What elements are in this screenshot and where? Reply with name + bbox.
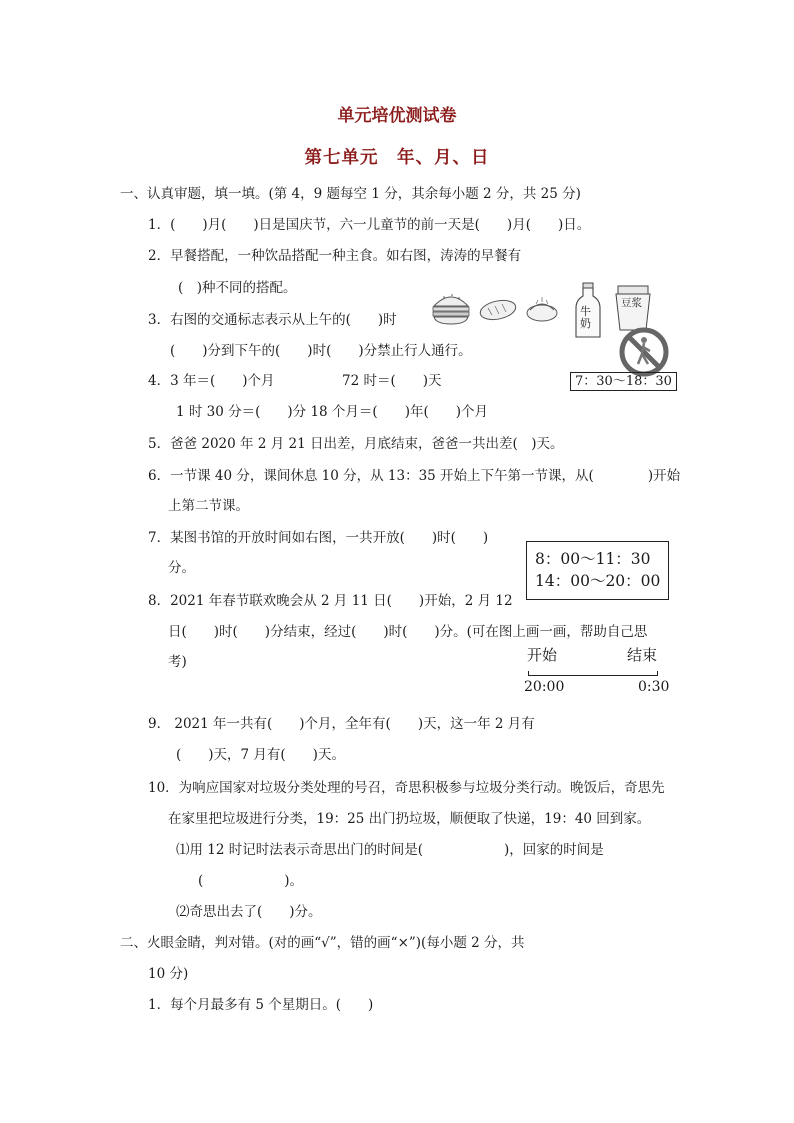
timeline-start-time: 20:00 [524,679,565,695]
question-1: 1．( )月( )日是国庆节，六一儿童节的前一天是( )月( )日。 [148,217,591,233]
timeline-end-time: 0:30 [638,679,670,695]
burger-icon [433,294,469,324]
question-8-line-1: 8．2021 年春节联欢晚会从 2 月 11 日( )开始，2 月 12 [148,593,513,609]
section2-question-1: 1．每个月最多有 5 个星期日。( ) [148,997,374,1013]
timeline-end-label: 结束 [627,646,658,664]
timeline-start-label: 开始 [527,646,558,664]
breakfast-foods-illustration [430,288,570,328]
question-6-line-1: 6．一节课 40 分，课间休息 10 分，从 13：35 开始上下午第一节课，从( )开始 [148,468,681,484]
question-3-line-2: ( )分到下午的( )时( )分禁止行人通行。 [170,343,472,359]
library-hours-box [526,541,669,600]
milk-label: 牛奶 [580,305,591,330]
unit-subtitle: 第七单元 年、月、日 [304,148,490,168]
library-hours-afternoon: 14：00～20：00 [535,572,661,591]
soy-milk-label: 豆浆 [621,297,642,309]
sign-time-range: 7：30～18：30 [570,372,677,391]
timeline-line [528,675,658,676]
question-4-line-2: 1 时 30 分＝( )分 18 个月＝( )年( )个月 [176,404,489,420]
question-7-line-2: 分。 [168,560,195,576]
question-8-line-3: 考) [168,654,187,670]
question-5: 5．爸爸 2020 年 2 月 21 日出差，月底结束，爸爸一共出差( )天。 [148,436,564,452]
question-10-part-2: ⑵奇思出去了( )分。 [176,904,322,920]
question-9-line-2: ( )天，7 月有( )天。 [176,747,345,763]
question-9-line-1: 9． 2021 年一共有( )个月，全年有( )天，这一年 2 月有 [148,716,535,732]
page-title: 单元培优测试卷 [337,106,457,126]
section-heading-1: 一、认真审题，填一填。(第 4，9 题每空 1 分，其余每小题 2 分，共 25 分) [120,186,581,202]
question-3-line-1: 3．右图的交通标志表示从上午的( )时 [148,312,397,328]
question-2-line-1: 2．早餐搭配，一种饮品搭配一种主食。如右图，涛涛的早餐有 [148,248,522,264]
section-heading-2-cont: 10 分) [148,966,189,982]
question-10-line-1: 10．为响应国家对垃圾分类处理的号召，奇思积极参与垃圾分类行动。晚饭后，奇思先 [148,780,665,796]
question-7-line-1: 7．某图书馆的开放时间如右图，一共开放( )时( ) [148,530,489,546]
bread-icon [479,297,518,322]
question-10-part-1-cont: ( )。 [198,873,304,889]
question-2-line-2: ( )种不同的搭配。 [178,280,297,296]
dumpling-icon [527,297,557,321]
timeline-end-tick [657,671,658,676]
question-10-line-2: 在家里把垃圾进行分类，19：25 出门扔垃圾，顺便取了快递，19：40 回到家。 [168,811,651,827]
question-10-part-1: ⑴用 12 时记时法表示奇思出门的时间是( )，回家的时间是 [176,842,604,858]
timeline-start-tick [528,671,529,676]
question-6-line-2: 上第二节课。 [168,498,249,514]
question-4-line-1: 4．3 年＝( )个月 72 时＝( )天 [148,373,442,389]
section-heading-2: 二、火眼金睛，判对错。(对的画“√”，错的画“×”)(每小题 2 分，共 [120,935,525,951]
library-hours-morning: 8：00～11：30 [535,550,651,568]
question-8-line-2: 日( )时( )分结束，经过( )时( )分。(可在图上画一画，帮助自己思 [168,624,648,640]
